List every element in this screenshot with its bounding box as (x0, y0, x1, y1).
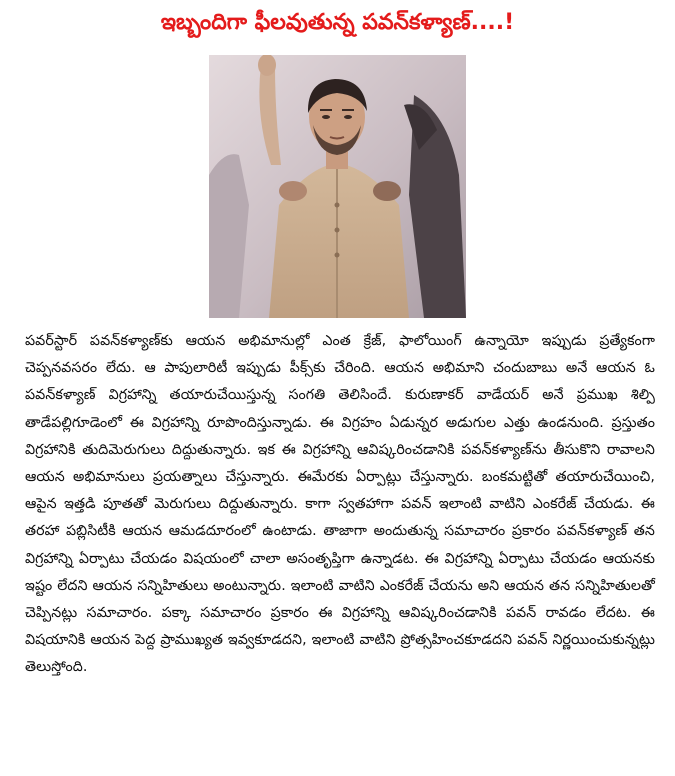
article-headline: ఇబ్బందిగా ఫీలవుతున్న పవన్‌కళ్యాణ్....! (160, 10, 515, 35)
portrait-photo (209, 55, 466, 318)
article-body: పవర్‌స్టార్ పవన్‌కళ్యాణ్‌కు ఆయన అభిమానుల్లో ఎంత క్రేజ్, ఫాలోయింగ్ ఉన్నాయో ఇప్పుడు ప్రత్యేకంగా చెప్పనవసరం లేదు. ఆ పాపులారిటీ ఇప్పుడు పీక్స్‌కు చేరింది. ఆయన అభిమాని చందుబాబు అనే ఆయన ఓ పవన్‌కళ్యాణ్ విగ్రహాన్ని తయారుచేయిస్తున్న సంగతి తెలిసిందే. కురుణాకర్ వాడేయర్ అనే ప్రముఖ శిల్పి తాడేపల్లిగూడెంలో ఈ విగ్రహాన్ని రూపొందిస్తున్నాడు. ఈ విగ్రహం ఏడున్నర అడుగుల ఎత్తు ఉండనుంది. ప్రస్తుతం విగ్రహానికి తుదిమెరుగులు దిద్దుతున్నారు. ఇక ఈ విగ్రహాన్ని ఆవిష్కరించడానికి పవన్‌కళ్యాణ్‌ను తీసుకొని రావాలని ఆయన అభిమానులు ప్రయత్నాలు చేస్తున్నారు. ఈమేరకు ఏర్పాట్లు చేస్తున్నారు. బంకమట్టితో తయారుచేయించి, ఆపైన ఇత్తడి పూతతో మెరుగులు దిద్దుతున్నారు. కాగా స్వతహాగా పవన్ ఇలాంటి వాటిని ఎంకరేజ్ చేయడు. ఈ తరహా పబ్లిసిటీకి ఆయన ఆమడదూరంలో ఉంటాడు. తాజాగా అందుతున్న సమాచారం ప్రకారం పవన్‌కళ్యాణ్ తన విగ్రహాన్ని ఏర్పాటు చేయడం విషయంలో చాలా అసంతృప్తిగా ఉన్నాడట. ఈ విగ్రహాన్ని ఏర్పాటు చేయడం ఆయనకు ఇష్టం లేదని ఆయన సన్నిహితులు అంటున్నారు. ఇలాంటి వాటిని ఎంకరేజ్ చేయను అని ఆయన తన సన్నిహితులతో చెప్పినట్లు సమాచారం. పక్కా సమాచారం ప్రకారం ఈ విగ్రహాన్ని ఆవిష్కరించడానికి పవన్ రావడం లేదట. ఈ విషయానికి ఆయన పెద్ద ప్రాముఖ్యత ఇవ్వకూడదని, ఇలాంటి వాటిని ప్రోత్సహించకూడదని పవన్ నిర్ణయించుకున్నట్లు తెలుస్తోంది. (25, 333, 655, 676)
